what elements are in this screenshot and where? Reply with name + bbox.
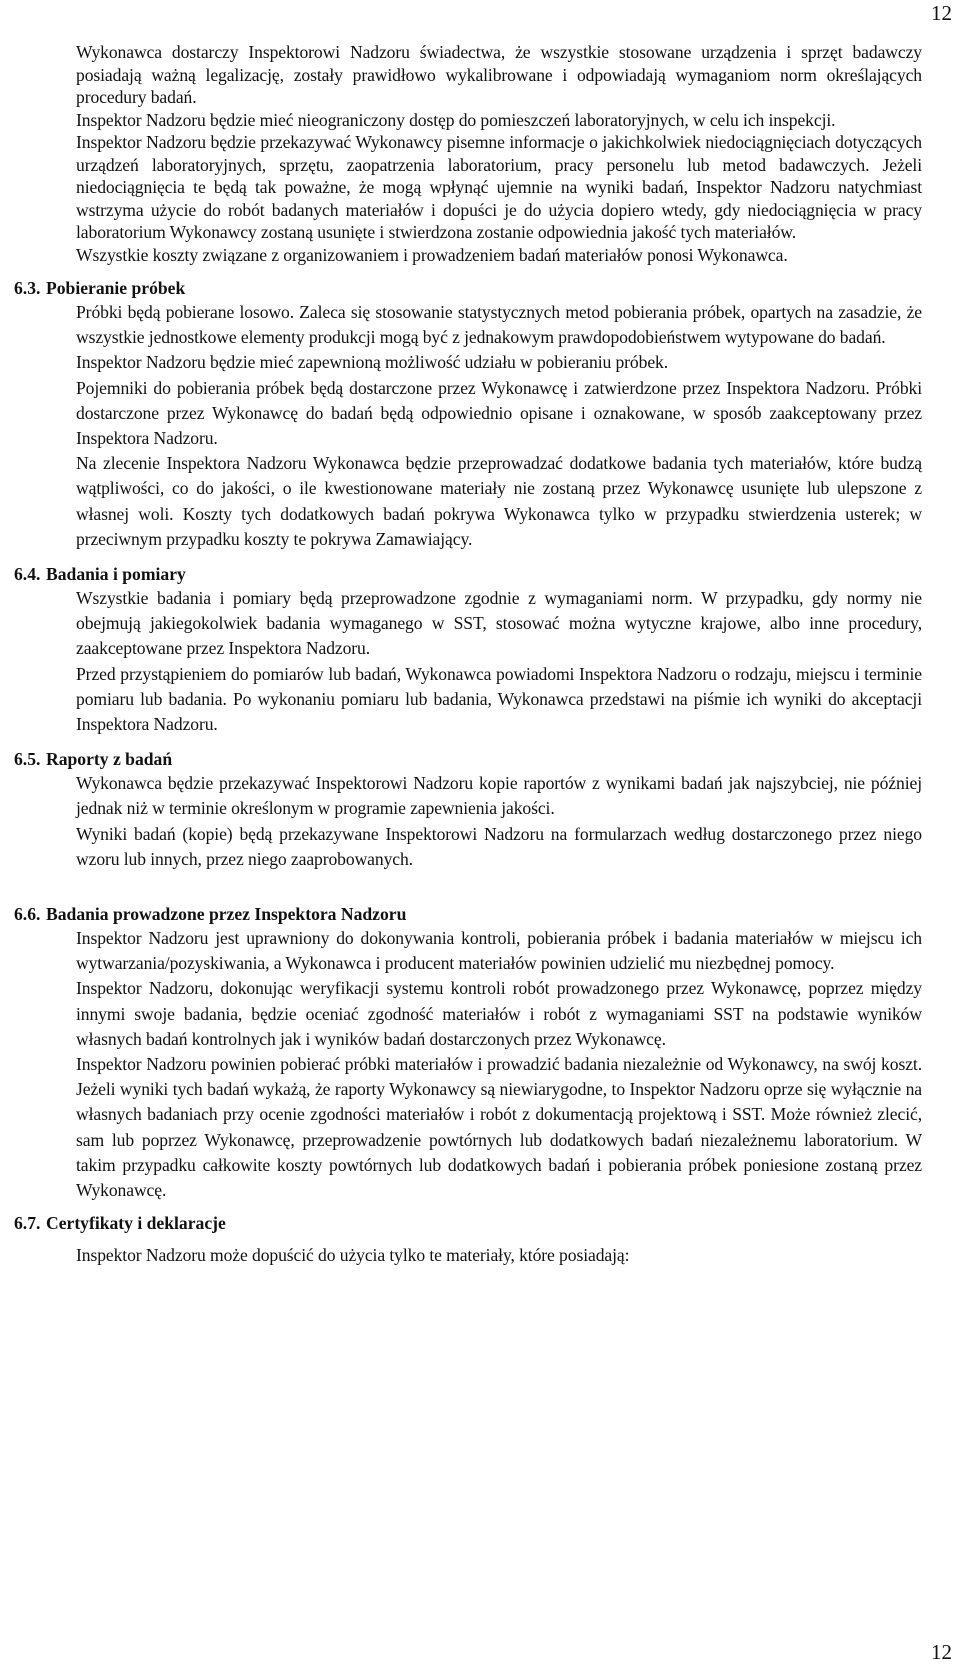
section-6-7-paragraph-1: Inspektor Nadzoru może dopuścić do użycia tylko te materiały, które posiadają: (76, 1245, 630, 1266)
document-body (0, 41, 960, 1269)
section-number: 6.6. (14, 904, 41, 925)
section-number: 6.3. (14, 278, 41, 298)
intro-paragraph-4: Wszystkie koszty związane z organizowaniem i prowadzeniem badań materiałów ponosi Wykonawca. (76, 244, 788, 265)
section-heading-6-3 (14, 276, 922, 300)
section-6-6-paragraph-2: Inspektor Nadzoru, dokonując weryfikacji systemu kontroli robót prowadzonego przez Wykonawcę, poprzez między innymi swoje badania, będzie oceniać zgodność materiałów i robót z wymaganiami SST na podstawie wyników własnych badań kontrolnych jak i wyników badań dostarczonych przez Wykonawcę. (76, 978, 922, 1049)
section-6-4-paragraph-1: Wszystkie badania i pomiary będą przeprowadzone zgodnie z wymaganiami norm. W przypadku, gdy normy nie obejmują jakiegokolwiek badania wymaganego w SST, stosować można wytyczne krajowe, albo inne procedury, zaakceptowane przez Inspektora Nadzoru. (76, 588, 922, 659)
section-6-3-paragraph-1: Próbki będą pobierane losowo. Zaleca się stosowanie statystycznych metod pobierania próbek, opartych na zasadzie, że wszystkie jednostkowe elementy produkcji mogą być z jednakowym prawdopodobieństwem wytypowane do badań. (76, 302, 922, 348)
section-6-5-paragraph-1: Wykonawca będzie przekazywać Inspektorowi Nadzoru kopie raportów z wynikami badań jak najszybciej, nie później jednak niż w terminie określonym w programie zapewnienia jakości. (76, 773, 922, 819)
section-title: Badania prowadzone przez Inspektora Nadzoru (46, 904, 407, 925)
section-title: Certyfikaty i deklaracje (46, 1213, 226, 1234)
page-number-bottom: 12 (931, 1640, 952, 1664)
section-number: 6.7. (14, 1213, 41, 1234)
section-6-6-paragraph-3: Inspektor Nadzoru powinien pobierać próbki materiałów i prowadzić badania niezależnie od Wykonawcy, na swój koszt. Jeżeli wyniki tych badań wykażą, że raporty Wykonawcy są niewiarygodne, to Inspektor Nadzoru oprze się wyłącznie na własnych badaniach przy ocenie zgodności materiałów i robót z dokumentacją projektową i SST. Może również zlecić, sam lub poprzez Wykonawcę, przeprowadzenie powtórnych lub dodatkowych badań niezależnemu laboratorium. W takim przypadku całkowite koszty powtórnych lub dodatkowych badań i pobierania próbek poniesione zostaną przez Wykonawcę. (76, 1054, 922, 1201)
section-6-3-paragraph-2: Inspektor Nadzoru będzie mieć zapewnioną możliwość udziału w pobieraniu próbek. (76, 352, 669, 373)
section-6-3-paragraph-4: Na zlecenie Inspektora Nadzoru Wykonawca będzie przeprowadzać dodatkowe badania tych materiałów, które budzą wątpliwości, co do jakości, o ile kwestionowane materiały nie zostaną przez Wykonawcę usunięte lub ulepszone z własnej woli. Koszty tych dodatkowych badań pokrywa Wykonawca tylko w przypadku stwierdzenia usterek; w przeciwnym przypadku koszty te pokrywa Zamawiający. (76, 453, 922, 549)
section-6-4-paragraph-2: Przed przystąpieniem do pomiarów lub badań, Wykonawca powiadomi Inspektora Nadzoru o rodzaju, miejscu i terminie pomiaru lub badania. Po wykonaniu pomiaru lub badania, Wykonawca przedstawi na piśmie ich wyniki do akceptacji Inspektora Nadzoru. (76, 663, 922, 735)
section-title: Badania i pomiary (46, 564, 186, 585)
section-heading-6-4 (14, 562, 922, 586)
section-heading-6-7 (14, 1211, 922, 1235)
intro-paragraph-1: Wykonawca dostarczy Inspektorowi Nadzoru świadectwa, że wszystkie stosowane urządzenia i sprzęt badawczy posiadają ważną legalizację, zostały prawidłowo wykalibrowane i odpowiadają wymaganiom norm określających procedury badań. (76, 42, 922, 107)
page-number-top: 12 (931, 1, 952, 25)
section-title: Pobieranie próbek (46, 278, 186, 298)
section-heading-6-5 (14, 747, 922, 771)
intro-paragraph-2: Inspektor Nadzoru będzie mieć nieograniczony dostęp do pomieszczeń laboratoryjnych, w celu ich inspekcji. (76, 109, 836, 130)
section-6-5-paragraph-2: Wyniki badań (kopie) będą przekazywane Inspektorowi Nadzoru na formularzach według dostarczonego przez niego wzoru lub innych, przez niego zaaprobowanych. (76, 823, 922, 869)
section-heading-6-6 (14, 902, 922, 926)
section-6-6-paragraph-1: Inspektor Nadzoru jest uprawniony do dokonywania kontroli, pobierania próbek i badania materiałów w miejscu ich wytwarzania/pozyskiwania, a Wykonawca i producent materiałów powinien udzielić mu niezbędnej pomocy. (76, 928, 922, 974)
section-number: 6.5. (14, 749, 41, 770)
intro-paragraph-3: Inspektor Nadzoru będzie przekazywać Wykonawcy pisemne informacje o jakichkolwiek niedociągnięciach dotyczących urządzeń laboratoryjnych, sprzętu, zaopatrzenia laboratorium, pracy personelu lub metod badawczych. Jeżeli niedociągnięcia te będą tak poważne, że mogą wpłynąć ujemnie na wyniki badań, Inspektor Nadzoru natychmiast wstrzyma użycie do robót badanych materiałów i dopuści je do użycia dopiero wtedy, gdy niedociągnięcia w pracy laboratorium Wykonawcy zostaną usunięte i stwierdzona zostanie odpowiednia jakość tych materiałów. (76, 132, 922, 242)
section-number: 6.4. (14, 564, 41, 585)
section-title: Raporty z badań (46, 749, 173, 770)
section-6-3-paragraph-3: Pojemniki do pobierania próbek będą dostarczone przez Wykonawcę i zatwierdzone przez Inspektora Nadzoru. Próbki dostarczone przez Wykonawcę do badań będą odpowiednio opisane i oznakowane, w sposób zaakceptowany przez Inspektora Nadzoru. (76, 377, 922, 449)
